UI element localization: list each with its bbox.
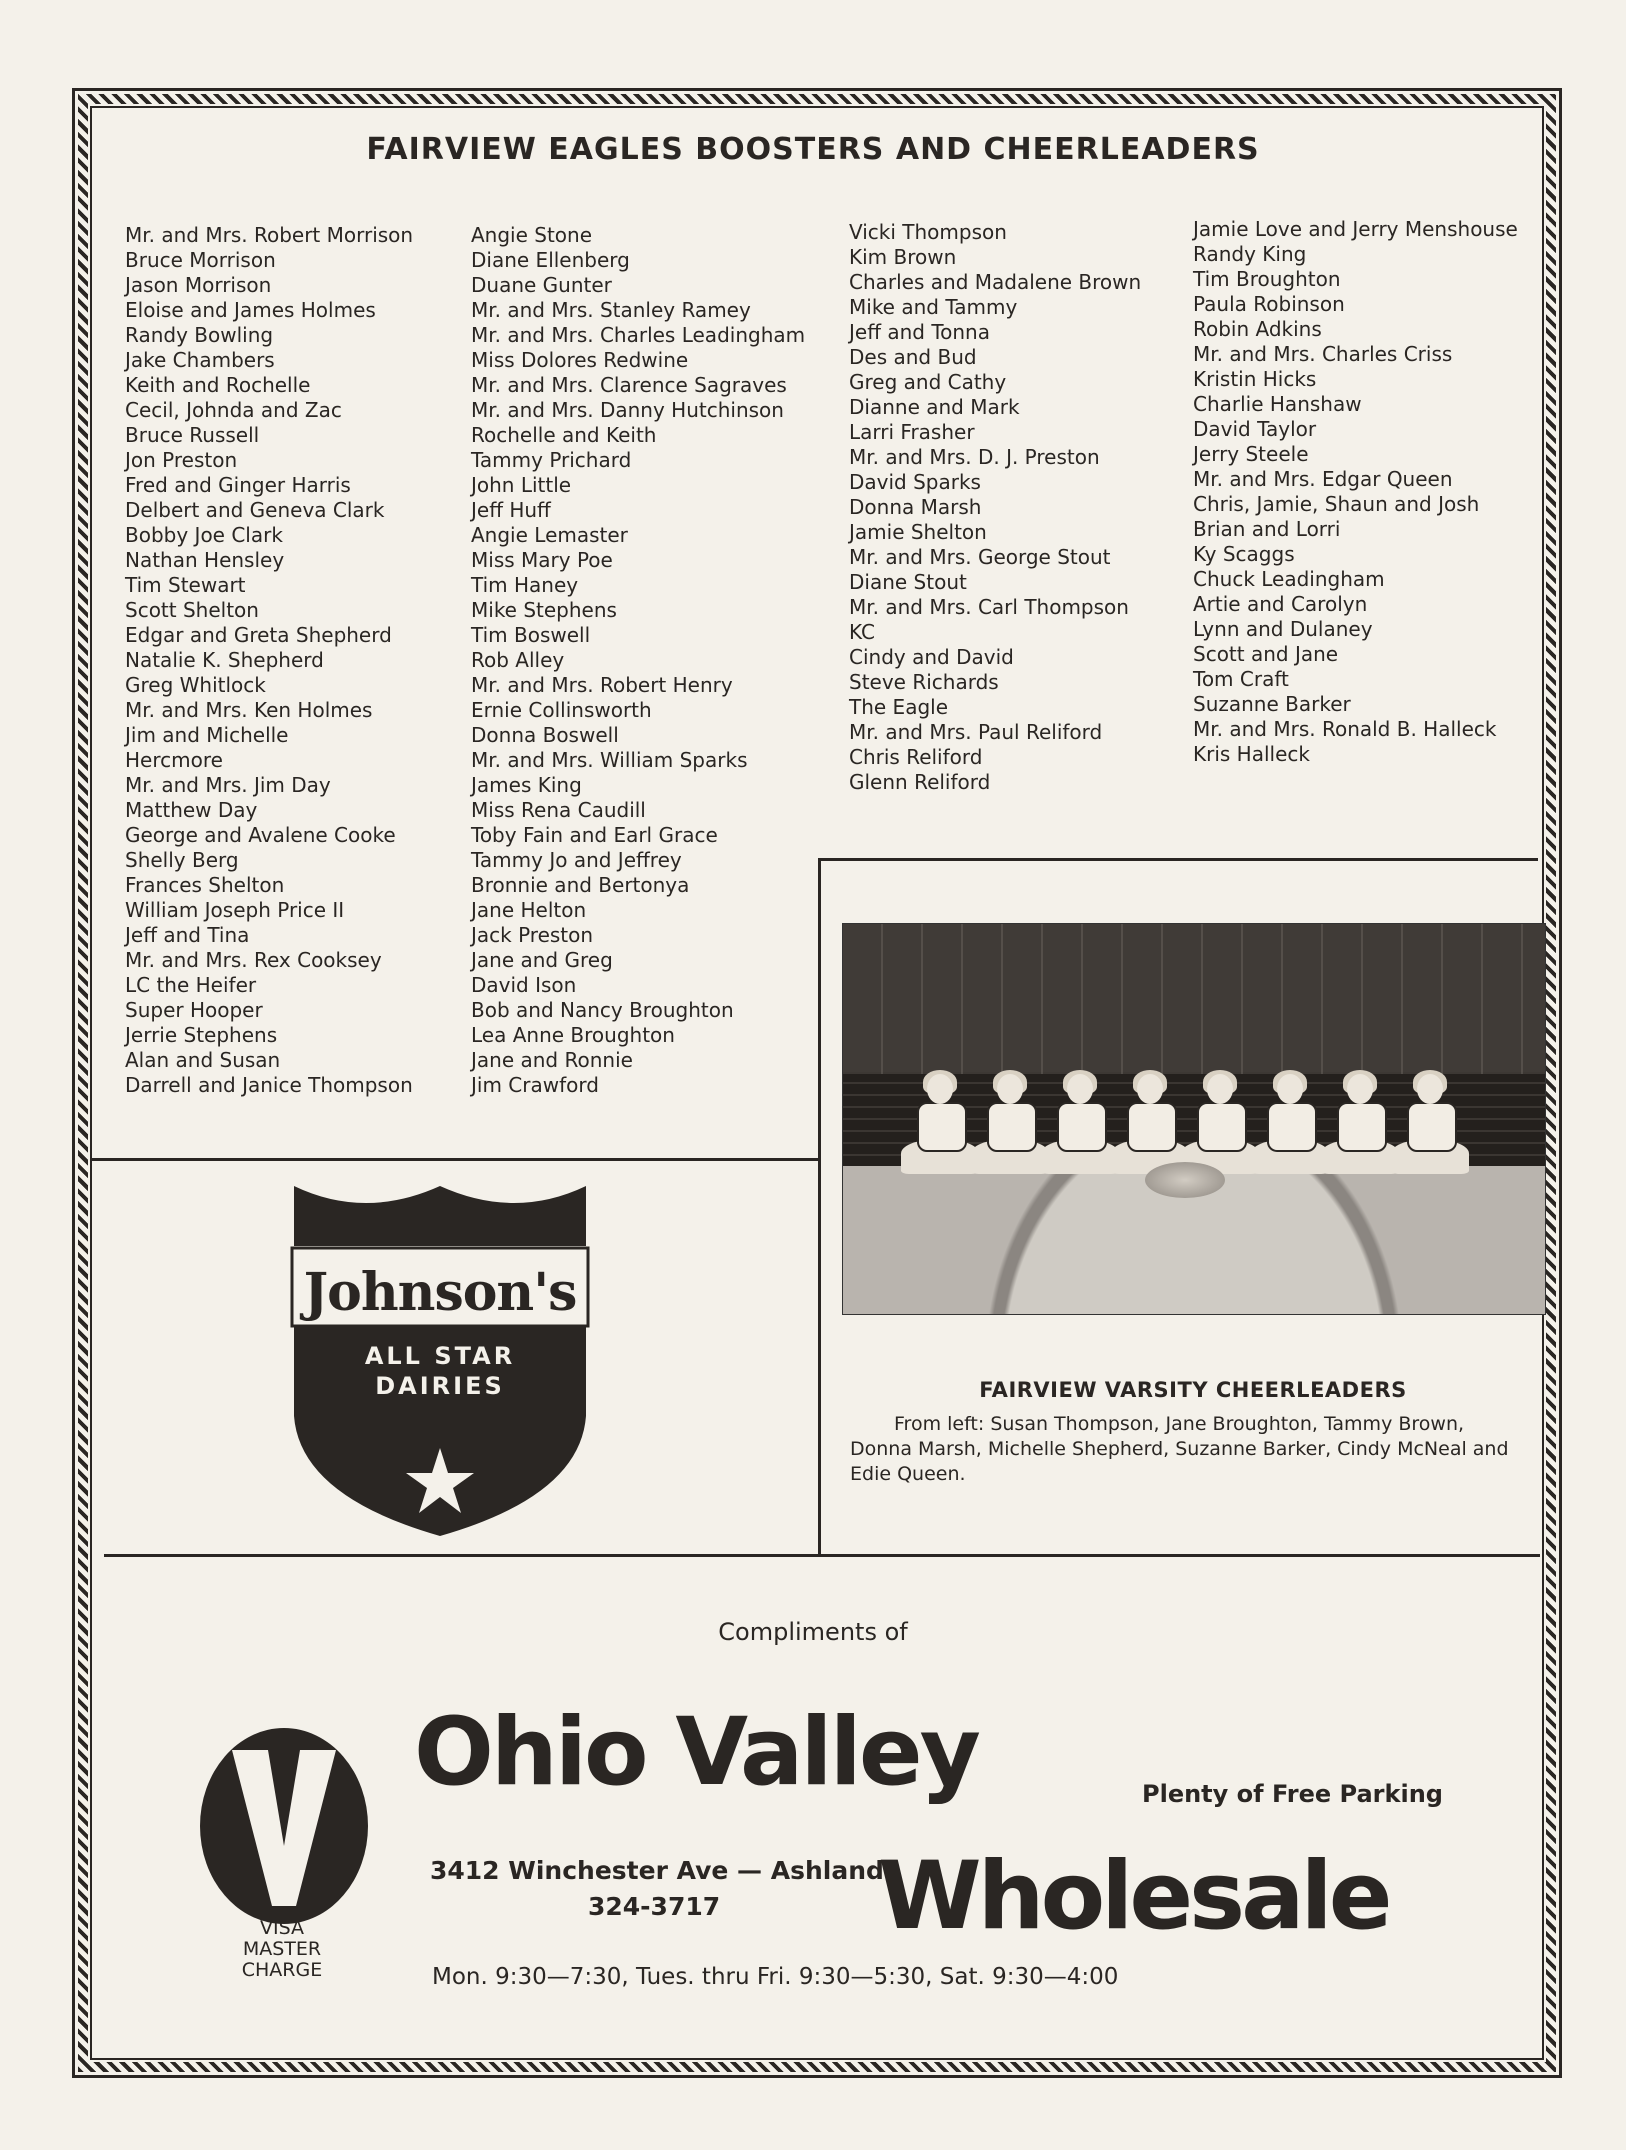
booster-name: KC (849, 620, 875, 644)
boosters-column-2 (471, 223, 805, 1098)
booster-name: Jeff Huff (471, 498, 551, 522)
booster-name: Kristin Hicks (1193, 367, 1317, 391)
booster-name: Alan and Susan (125, 1048, 281, 1072)
booster-name: Mr. and Mrs. Stanley Ramey (471, 298, 751, 322)
booster-name: Mr. and Mrs. Ronald B. Halleck (1193, 717, 1497, 741)
booster-name: Robin Adkins (1193, 317, 1322, 341)
booster-name: Tim Broughton (1193, 267, 1341, 291)
compliments-text: Compliments of (718, 1618, 908, 1646)
johnsons-line-1: ALL STAR (364, 1342, 516, 1370)
booster-name: David Sparks (849, 470, 981, 494)
photo-caption-title: FAIRVIEW VARSITY CHEERLEADERS (979, 1378, 1407, 1402)
booster-name: Mike and Tammy (849, 295, 1018, 319)
booster-name: Jamie Shelton (849, 520, 987, 544)
boosters-column-1 (125, 223, 413, 1098)
booster-name: Charles and Madalene Brown (849, 270, 1142, 294)
booster-name: Jane and Greg (471, 948, 613, 972)
booster-name: Dianne and Mark (849, 395, 1020, 419)
booster-name: Jack Preston (471, 923, 594, 947)
booster-name: Jeff and Tina (125, 923, 250, 947)
booster-name: Mr. and Mrs. Robert Morrison (125, 223, 414, 247)
cheerleader-figure (1327, 1074, 1391, 1184)
booster-name: Bruce Morrison (125, 248, 276, 272)
booster-name: Jim Crawford (471, 1073, 599, 1097)
booster-name: Mr. and Mrs. Edgar Queen (1193, 467, 1453, 491)
booster-name: Tim Boswell (471, 623, 591, 647)
booster-name: William Joseph Price II (125, 898, 345, 922)
booster-name: Eloise and James Holmes (125, 298, 376, 322)
cheerleader-figure (977, 1074, 1041, 1184)
booster-name: Jerry Steele (1193, 442, 1309, 466)
booster-name: David Ison (471, 973, 577, 997)
booster-name: Matthew Day (125, 798, 258, 822)
cheerleader-figure (907, 1074, 971, 1184)
booster-name: Chris Reliford (849, 745, 983, 769)
booster-name: Mr. and Mrs. Clarence Sagraves (471, 373, 787, 397)
booster-name: Jeff and Tonna (849, 320, 990, 344)
booster-name: Jane and Ronnie (471, 1048, 633, 1072)
booster-name: LC the Heifer (125, 973, 257, 997)
pompom (1145, 1162, 1225, 1198)
booster-name: Des and Bud (849, 345, 977, 369)
booster-name: Donna Boswell (471, 723, 619, 747)
booster-name: Jamie Love and Jerry Menshouse (1193, 217, 1518, 241)
booster-name: Donna Marsh (849, 495, 982, 519)
booster-name: Natalie K. Shepherd (125, 648, 324, 672)
booster-name: Mr. and Mrs. Paul Reliford (849, 720, 1103, 744)
boosters-column-3 (849, 220, 1141, 795)
booster-name: Paula Robinson (1193, 292, 1345, 316)
booster-name: Suzanne Barker (1193, 692, 1351, 716)
booster-name: Frances Shelton (125, 873, 285, 897)
divider-photo-top (820, 858, 1538, 861)
booster-name: Mike Stephens (471, 598, 617, 622)
booster-name: Tammy Prichard (471, 448, 632, 472)
cheerleaders-photo (842, 923, 1546, 1315)
booster-name: Miss Dolores Redwine (471, 348, 689, 372)
booster-name: Steve Richards (849, 670, 999, 694)
booster-name: Randy Bowling (125, 323, 274, 347)
booster-name: Nathan Hensley (125, 548, 285, 572)
booster-name: Vicki Thompson (849, 220, 1007, 244)
booster-name: Toby Fain and Earl Grace (471, 823, 718, 847)
booster-name: Lea Anne Broughton (471, 1023, 675, 1047)
booster-name: Mr. and Mrs. Charles Leadingham (471, 323, 806, 347)
booster-name: Angie Stone (471, 223, 593, 247)
booster-name: Charlie Hanshaw (1193, 392, 1362, 416)
booster-name: Mr. and Mrs. George Stout (849, 545, 1111, 569)
booster-name: Glenn Reliford (849, 770, 991, 794)
booster-name: Mr. and Mrs. Ken Holmes (125, 698, 373, 722)
booster-name: Mr. and Mrs. William Sparks (471, 748, 748, 772)
booster-name: Miss Mary Poe (471, 548, 613, 572)
booster-name: Bruce Russell (125, 423, 260, 447)
booster-name: Rochelle and Keith (471, 423, 657, 447)
photo-caption (850, 1412, 1518, 1487)
booster-name: Bob and Nancy Broughton (471, 998, 734, 1022)
booster-name: Mr. and Mrs. Rex Cooksey (125, 948, 382, 972)
photo-caption-text: From left: Susan Thompson, Jane Broughton, Tammy Brown, Donna Marsh, Michelle Shepherd, Suzanne Barker, Cindy McNeal and Edie Queen. (850, 1413, 1509, 1485)
cheerleader-figure (1397, 1074, 1461, 1184)
booster-name: Mr. and Mrs. Carl Thompson (849, 595, 1129, 619)
booster-name: Fred and Ginger Harris (125, 473, 351, 497)
booster-name: Mr. and Mrs. Charles Criss (1193, 342, 1453, 366)
booster-name: Randy King (1193, 242, 1307, 266)
booster-name: David Taylor (1193, 417, 1317, 441)
booster-name: Bronnie and Bertonya (471, 873, 690, 897)
booster-name: Rob Alley (471, 648, 565, 672)
phone-text: 324-3717 (588, 1892, 721, 1921)
booster-name: James King (471, 773, 582, 797)
divider-ad-top (104, 1554, 1540, 1557)
booster-name: Keith and Rochelle (125, 373, 311, 397)
booster-name: Greg Whitlock (125, 673, 266, 697)
booster-name: Kim Brown (849, 245, 957, 269)
booster-name: Tim Stewart (125, 573, 246, 597)
divider-left-middle (92, 1158, 820, 1161)
booster-name: Diane Ellenberg (471, 248, 630, 272)
booster-name: Mr. and Mrs. D. J. Preston (849, 445, 1100, 469)
booster-name: Delbert and Geneva Clark (125, 498, 385, 522)
booster-name: Ernie Collinsworth (471, 698, 652, 722)
photo-wall (843, 924, 1545, 1074)
booster-name: Tammy Jo and Jeffrey (471, 848, 682, 872)
booster-name: Darrell and Janice Thompson (125, 1073, 413, 1097)
booster-name: Jane Helton (471, 898, 587, 922)
booster-name: Cecil, Johnda and Zac (125, 398, 342, 422)
page-title: FAIRVIEW EAGLES BOOSTERS AND CHEERLEADERS (366, 132, 1260, 167)
cheerleader-figure (1257, 1074, 1321, 1184)
booster-name: Brian and Lorri (1193, 517, 1341, 541)
boosters-column-4 (1193, 217, 1518, 767)
address-text: 3412 Winchester Ave — Ashland (430, 1856, 884, 1885)
johnsons-line-2: DAIRIES (375, 1372, 505, 1400)
wholesale-title: Wholesale (878, 1842, 1389, 1951)
booster-name: Edgar and Greta Shepherd (125, 623, 392, 647)
booster-name: The Eagle (849, 695, 949, 719)
booster-name: Mr. and Mrs. Jim Day (125, 773, 331, 797)
booster-name: Jake Chambers (125, 348, 275, 372)
booster-name: Chris, Jamie, Shaun and Josh (1193, 492, 1480, 516)
booster-name: Duane Gunter (471, 273, 612, 297)
ohio-valley-title: Ohio Valley (414, 1698, 978, 1807)
booster-name: Scott and Jane (1193, 642, 1339, 666)
parking-text: Plenty of Free Parking (1142, 1780, 1443, 1808)
booster-name: Kris Halleck (1193, 742, 1310, 766)
booster-name: Tom Craft (1193, 667, 1289, 691)
booster-name: Greg and Cathy (849, 370, 1007, 394)
booster-name: Bobby Joe Clark (125, 523, 283, 547)
booster-name: Jason Morrison (125, 273, 272, 297)
divider-photo-left (818, 858, 821, 1554)
booster-name: Jim and Michelle (125, 723, 289, 747)
v-logo-icon (198, 1726, 370, 1926)
booster-name: Miss Rena Caudill (471, 798, 646, 822)
booster-name: Jon Preston (125, 448, 238, 472)
booster-name: Ky Scaggs (1193, 542, 1295, 566)
booster-name: Mr. and Mrs. Robert Henry (471, 673, 733, 697)
johnsons-name: Johnson's (303, 1262, 577, 1323)
booster-name: Jerrie Stephens (125, 1023, 278, 1047)
store-hours: Mon. 9:30—7:30, Tues. thru Fri. 9:30—5:30, Sat. 9:30—4:00 (432, 1964, 1119, 1990)
booster-name: Shelly Berg (125, 848, 239, 872)
cheerleader-figure (1047, 1074, 1111, 1184)
booster-name: Larri Frasher (849, 420, 975, 444)
booster-name: John Little (471, 473, 572, 497)
visa-master-charge-text: VISA MASTER CHARGE (241, 1917, 323, 1981)
booster-name: Tim Haney (471, 573, 579, 597)
booster-name: Super Hooper (125, 998, 263, 1022)
booster-name: Mr. and Mrs. Danny Hutchinson (471, 398, 784, 422)
booster-name: Scott Shelton (125, 598, 259, 622)
booster-name: George and Avalene Cooke (125, 823, 396, 847)
booster-name: Hercmore (125, 748, 223, 772)
booster-name: Lynn and Dulaney (1193, 617, 1373, 641)
booster-name: Diane Stout (849, 570, 967, 594)
booster-name: Chuck Leadingham (1193, 567, 1385, 591)
booster-name: Artie and Carolyn (1193, 592, 1368, 616)
booster-name: Cindy and David (849, 645, 1014, 669)
booster-name: Angie Lemaster (471, 523, 628, 547)
